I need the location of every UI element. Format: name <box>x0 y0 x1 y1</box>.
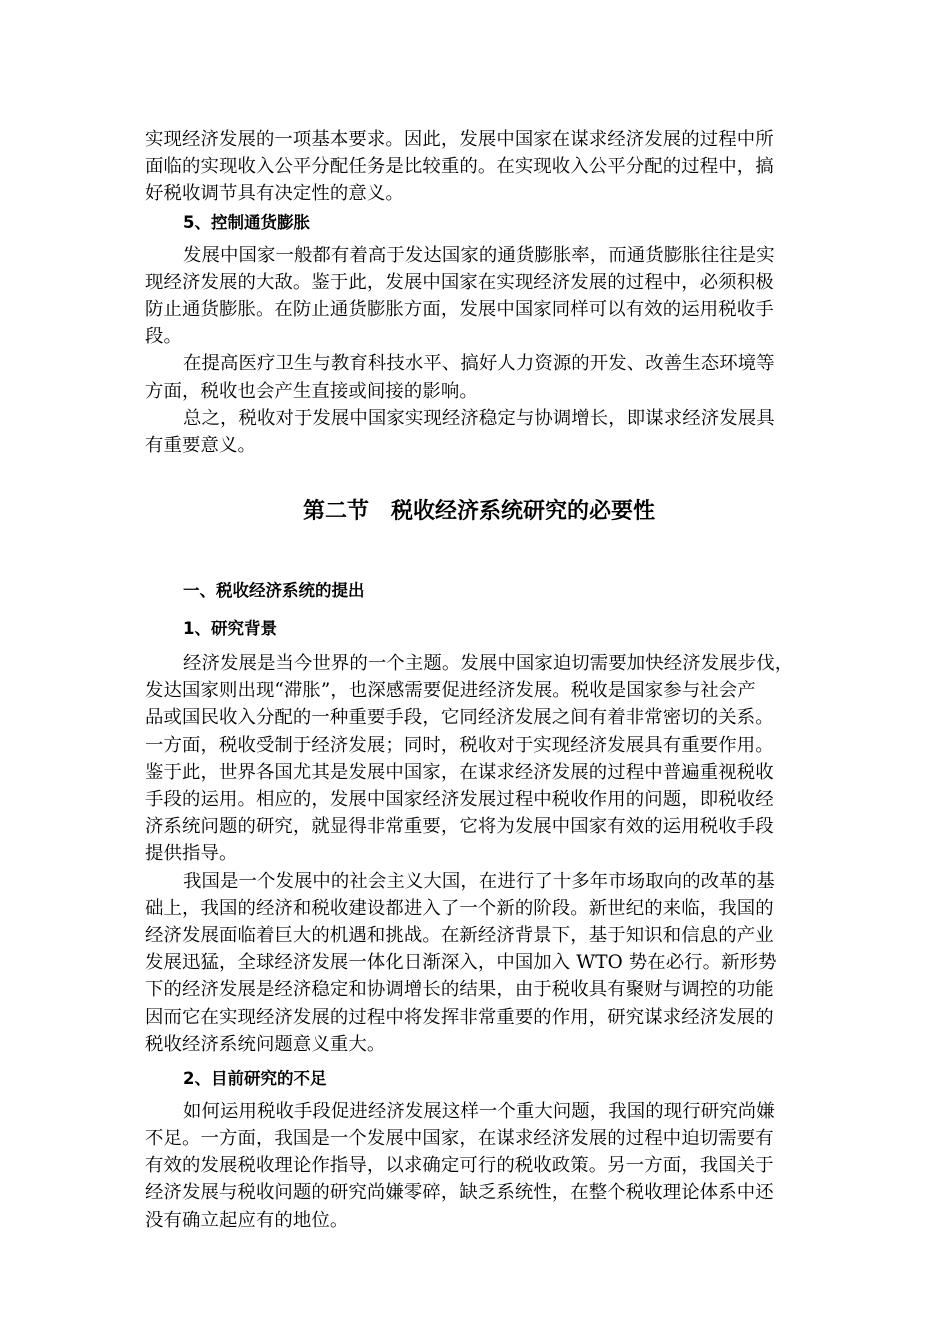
text-line: 没有确立起应有的地位。 <box>145 1209 349 1231</box>
text-line: 鉴于此，世界各国尤其是发展中国家，在谋求经济发展的过程中普遍重视税收 <box>145 761 774 783</box>
text-line: 在提高医疗卫生与教育科技水平、搞好人力资源的开发、改善生态环境等 <box>183 353 775 375</box>
text-line: 总之，税收对于发展中国家实现经济稳定与协调增长，即谋求经济发展具 <box>183 407 775 429</box>
text-line: 有效的发展税收理论作指导，以求确定可行的税收政策。另一方面，我国关于 <box>145 1155 774 1177</box>
text-line: 段。 <box>145 326 182 348</box>
paragraph-inflation <box>145 242 813 351</box>
paragraph-background-1 <box>145 650 813 868</box>
text-line: 实现经济发展的一项基本要求。因此，发展中国家在谋求经济发展的过程中所 <box>145 129 774 150</box>
paragraph-health-education <box>145 350 813 404</box>
text-line: 不足。一方面，我国是一个发展中国家，在谋求经济发展的过程中迫切需要有 <box>145 1128 774 1150</box>
subheading-research-background: 1、研究背景 <box>183 619 277 639</box>
text-line: 经济发展是当今世界的一个主题。发展中国家迫切需要加快经济发展步伐， <box>183 653 794 675</box>
subheading-proposal: 一、税收经济系统的提出 <box>183 581 365 601</box>
text-line: 经济发展与税收问题的研究尚嫌零碎，缺乏系统性，在整个税收理论体系中还 <box>145 1182 774 1204</box>
text-line: 品或国民收入分配的一种重要手段，它同经济发展之间有着非常密切的关系。 <box>145 707 774 729</box>
heading-control-inflation: 5、控制通货膨胀 <box>183 212 310 232</box>
paragraph-income-distribution <box>145 126 813 208</box>
paragraph-background-2 <box>145 868 813 1058</box>
text-line: 经济发展面临着巨大的机遇和挑战。在新经济背景下，基于知识和信息的产业 <box>145 924 774 946</box>
text-line: 好税收调节具有决定性的意义。 <box>145 183 404 205</box>
text-line: 一方面，税收受制于经济发展；同时，税收对于实现经济发展具有重要作用。 <box>145 734 774 756</box>
text-line: 方面，税收也会产生直接或间接的影响。 <box>145 380 478 402</box>
text-line: 因而它在实现经济发展的过程中将发挥非常重要的作用，研究谋求经济发展的 <box>145 1006 774 1028</box>
text-line: 发达国家则出现“滞胀”，也深感需要促进经济发展。税收是国家参与社会产 <box>145 680 756 702</box>
text-line: 发展中国家一般都有着高于发达国家的通货膨胀率，而通货膨胀往往是实 <box>183 244 775 266</box>
text-line: 现经济发展的大敌。鉴于此，发展中国家在实现经济发展的过程中，必须积极 <box>145 271 774 293</box>
text-line: 税收经济系统问题意义重大。 <box>145 1033 386 1055</box>
text-line: 手段的运用。相应的，发展中国家经济发展过程中税收作用的问题，即税收经 <box>145 789 774 810</box>
page-content <box>145 126 813 1234</box>
paragraph-shortcomings <box>145 1098 813 1234</box>
text-line: 发展迅猛，全球经济发展一体化日渐深入，中国加入 WTO 势在必行。新形势 <box>145 952 777 974</box>
text-line: 面临的实现收入公平分配任务是比较重的。在实现收入公平分配的过程中，搞 <box>145 156 774 178</box>
text-line: 防止通货膨胀。在防止通货膨胀方面，发展中国家同样可以有效的运用税收手 <box>145 298 774 320</box>
text-line: 济系统问题的研究，就显得非常重要，它将为发展中国家有效的运用税收手段 <box>145 816 774 838</box>
text-line: 我国是一个发展中的社会主义大国，在进行了十多年市场取向的改革的基 <box>183 870 775 892</box>
text-line: 如何运用税收手段促进经济发展这样一个重大问题，我国的现行研究尚嫌 <box>183 1100 775 1122</box>
text-line: 有重要意义。 <box>145 434 256 456</box>
subheading-shortcomings: 2、目前研究的不足 <box>183 1068 327 1088</box>
text-line: 提供指导。 <box>145 843 238 865</box>
text-line: 础上，我国的经济和税收建设都进入了一个新的阶段。新世纪的来临，我国的 <box>145 897 774 919</box>
section-title: 第二节 税收经济系统研究的必要性 <box>302 499 655 525</box>
paragraph-summary <box>145 405 813 459</box>
text-line: 下的经济发展是经济稳定和协调增长的结果，由于税收具有聚财与调控的功能 <box>145 979 774 1001</box>
